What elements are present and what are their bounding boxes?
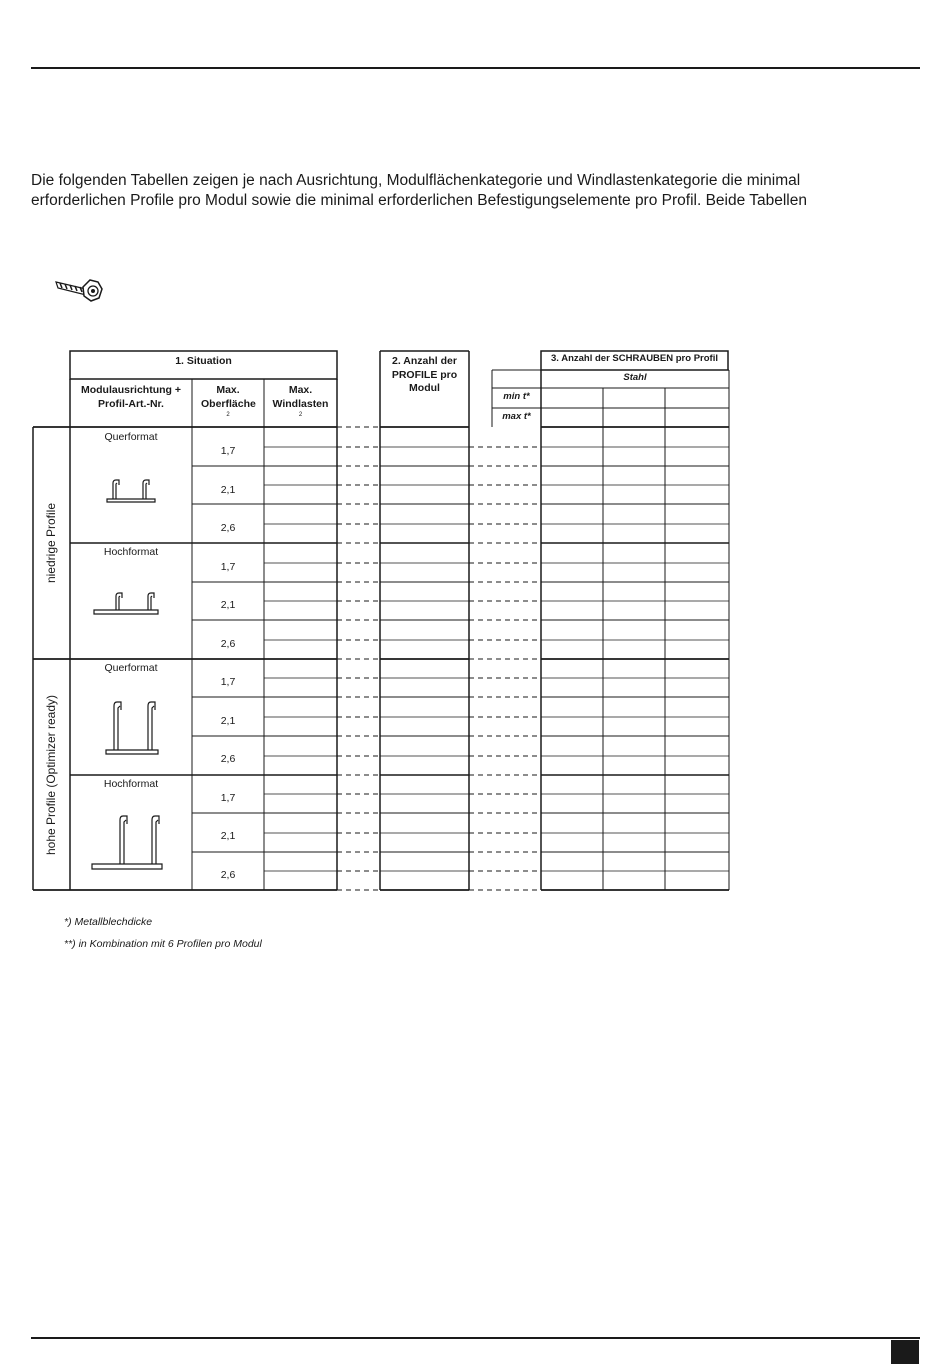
high-profile-portrait-icon (90, 814, 166, 872)
footnote-1: *) Metallblechdicke (64, 916, 153, 928)
group-low-label: niedrige Profile (44, 502, 58, 584)
surface-value: 1,7 (220, 445, 236, 457)
block-1-label: Querformat (104, 431, 158, 443)
footnote-2: **) in Kombination mit 6 Profilen pro Modul (64, 938, 262, 950)
low-profile-portrait-icon (92, 590, 162, 616)
profiles-header: 2. Anzahl der PROFILE pro Modul (391, 355, 458, 394)
block-2-label: Hochformat (103, 546, 159, 558)
col-wind-sup: 2 (298, 412, 303, 418)
col-module-header: Modulausrichtung + Profil-Art.-Nr. (80, 384, 182, 410)
col-surface-label: Max. Oberfläche (201, 384, 256, 410)
block-3-label: Querformat (104, 662, 158, 674)
surface-value: 2,6 (220, 869, 236, 881)
surface-value: 2,1 (220, 715, 236, 727)
max-t-label: max t* (502, 411, 531, 422)
surface-value: 1,7 (220, 792, 236, 804)
material-label: Stahl (623, 372, 647, 383)
surface-value: 1,7 (220, 561, 236, 573)
situation-header: 1. Situation (175, 355, 232, 367)
surface-value: 2,1 (220, 599, 236, 611)
low-profile-landscape-icon (105, 477, 157, 503)
min-t-label: min t* (503, 391, 530, 402)
intro-line-1: Die folgenden Tabellen zeigen je nach Ausrichtung, Modulflächenkategorie und Windlastenkategorie die minimal (31, 172, 801, 189)
col-surface-header (192, 384, 264, 419)
intro-line-2: erforderlichen Profile pro Modul sowie die minimal erforderlichen Befestigungselemente pro Profil. Beide Tabellen (31, 191, 807, 209)
col-wind-header (264, 384, 337, 419)
screws-header: 3. Anzahl der SCHRAUBEN pro Profil (551, 353, 718, 364)
high-profile-landscape-icon (104, 700, 160, 756)
col-surface-sup: 2 (226, 412, 230, 418)
group-high-label: hohe Profile (Optimizer ready) (44, 694, 58, 856)
surface-value: 1,7 (220, 676, 236, 688)
surface-value: 2,1 (220, 830, 236, 842)
surface-value: 2,6 (220, 753, 236, 765)
surface-value: 2,6 (220, 638, 236, 650)
col-wind-label: Max. Windlasten (272, 384, 329, 410)
surface-value: 2,1 (220, 484, 236, 496)
surface-value: 2,6 (220, 522, 236, 534)
block-4-label: Hochformat (103, 778, 159, 790)
